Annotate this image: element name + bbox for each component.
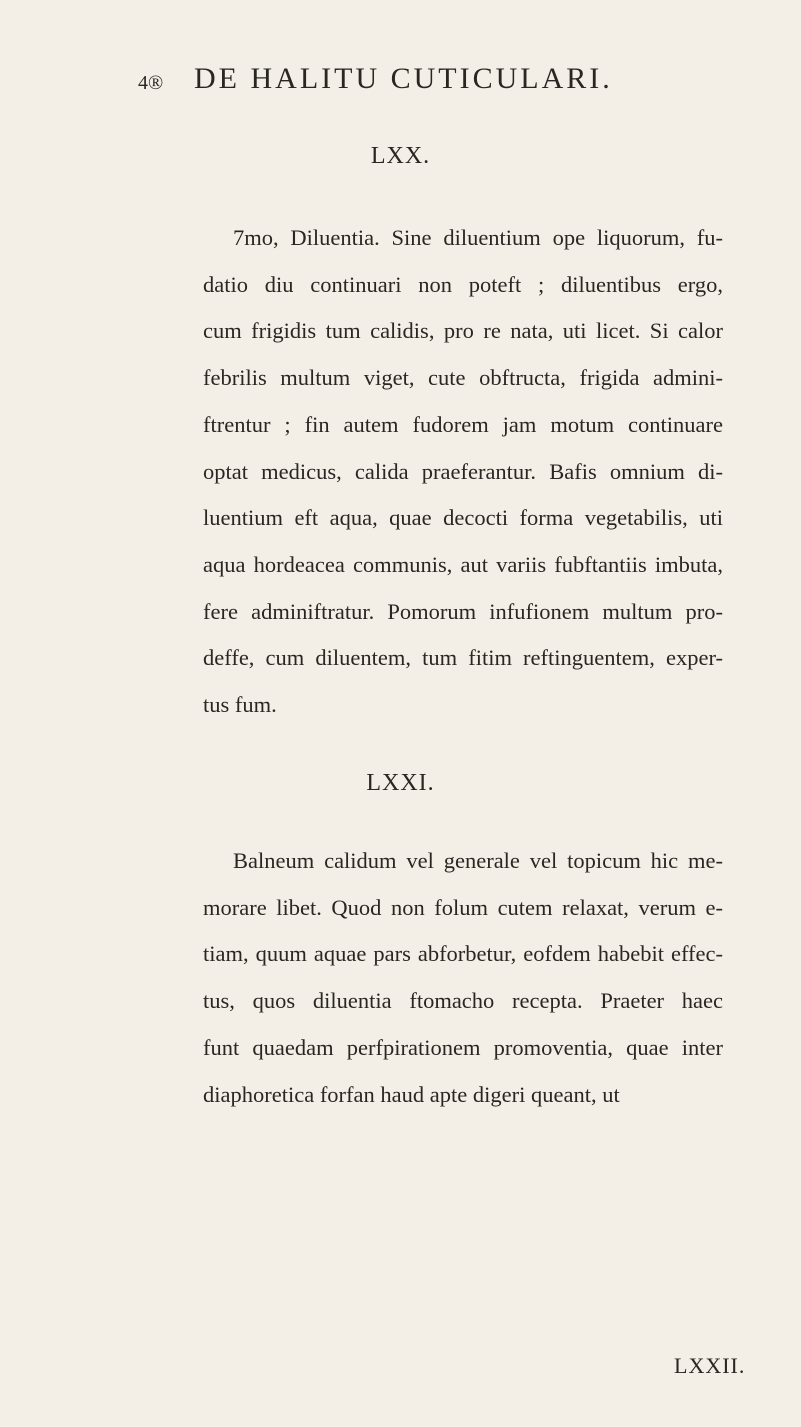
text-line: funt quaedam perfpirationem promoventia, quae inter bbox=[203, 1034, 723, 1060]
catchword: LXXII. bbox=[674, 1353, 746, 1378]
running-title: DE HALITU CUTICULARI. bbox=[194, 62, 613, 95]
paragraph-lxxi bbox=[203, 838, 723, 1118]
text-line: 7mo, Diluentia. Sine diluentium ope liquorum, fu- bbox=[233, 225, 723, 250]
text-line: tiam, quum aquae pars abforbetur, eofdem habebit effec- bbox=[203, 941, 723, 967]
text-line: fere adminiftratur. Pomorum infufionem multum pro- bbox=[203, 598, 723, 624]
text-line: aqua hordeacea communis, aut variis fubftantiis imbuta, bbox=[203, 551, 723, 577]
text-line: Balneum calidum vel generale vel topicum hic me- bbox=[233, 848, 723, 873]
paragraph-lxx bbox=[203, 215, 723, 729]
section-heading-lxxi: LXXI. bbox=[366, 770, 435, 796]
text-line: luentium eft aqua, quae decocti forma vegetabilis, uti bbox=[203, 505, 723, 531]
text-line: deffe, cum diluentem, tum fitim reftinguentem, exper- bbox=[203, 645, 723, 671]
text-line: ftrentur ; fin autem fudorem jam motum continuare bbox=[203, 411, 723, 437]
text-line: diaphoretica forfan haud apte digeri queant, ut bbox=[203, 1081, 620, 1107]
text-line: cum frigidis tum calidis, pro re nata, uti licet. Si calor bbox=[203, 318, 723, 344]
text-line: datio diu continuari non poteft ; diluentibus ergo, bbox=[203, 271, 723, 297]
text-line: morare libet. Quod non folum cutem relaxat, verum e- bbox=[203, 894, 723, 920]
text-line: tus fum. bbox=[203, 692, 277, 718]
section-heading-lxx: LXX. bbox=[370, 143, 431, 169]
text-line: febrilis multum viget, cute obftructa, frigida admini- bbox=[203, 365, 723, 391]
text-line: tus, quos diluentia ftomacho recepta. Praeter haec bbox=[203, 988, 723, 1014]
text-line: optat medicus, calida praeferantur. Bafis omnium di- bbox=[203, 458, 723, 484]
page-number: 4® bbox=[138, 72, 164, 94]
